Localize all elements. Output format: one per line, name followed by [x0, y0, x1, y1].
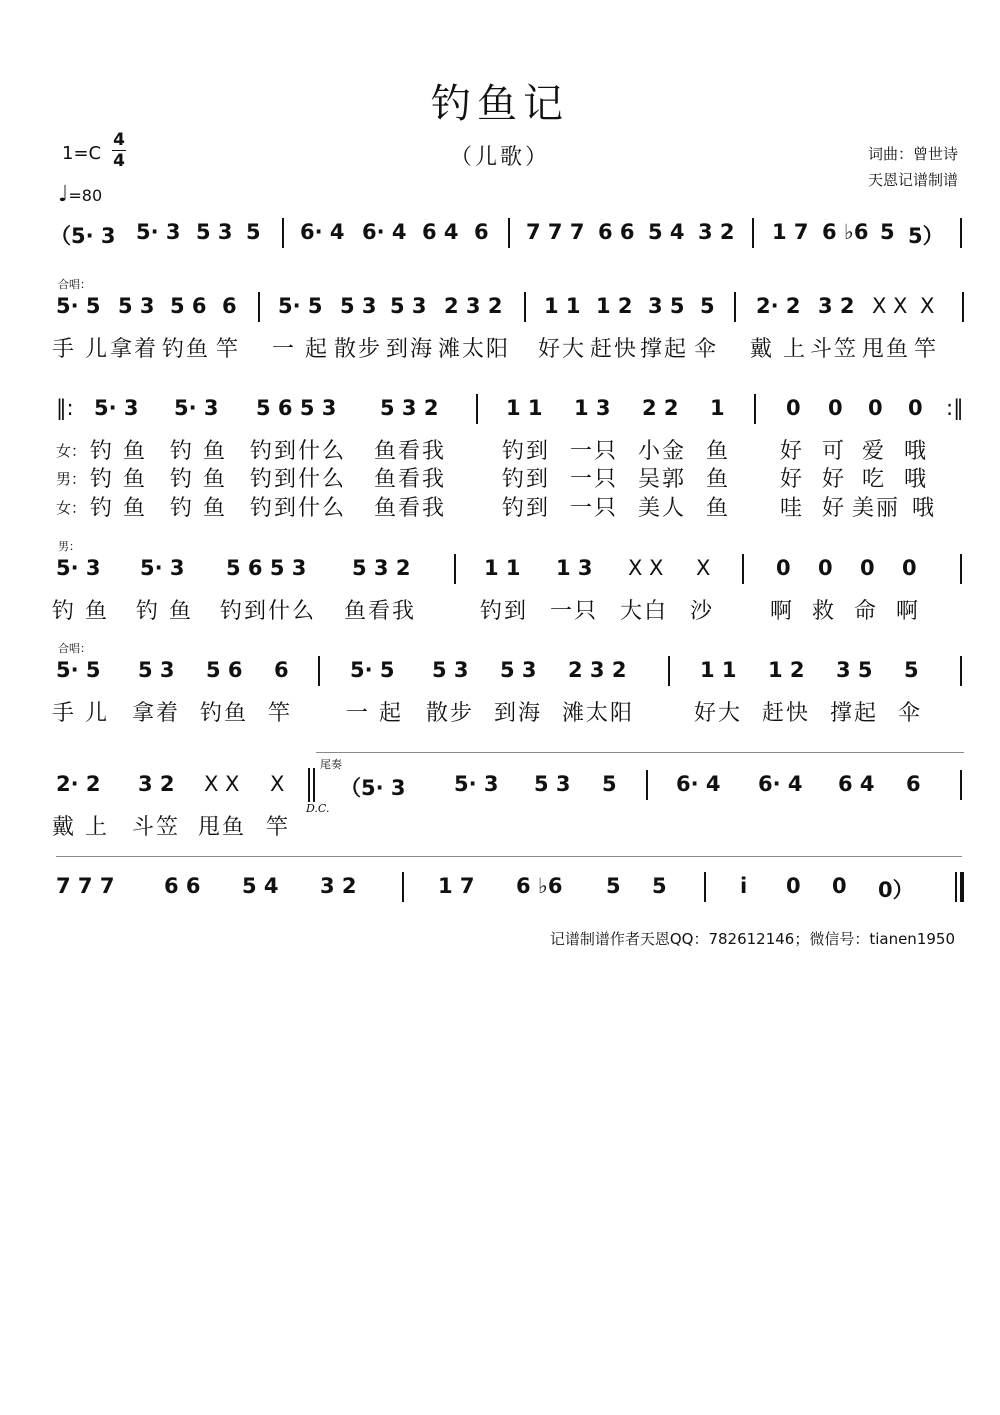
lyric: 好 — [822, 496, 847, 521]
note-group: 5 3 2 — [352, 556, 411, 580]
note-group: 5 3 — [118, 294, 155, 318]
key-signature: 1=C — [62, 143, 102, 164]
note-group: 2· 2 — [756, 294, 801, 318]
note-group: 2 3 2 — [444, 294, 503, 318]
lyric: 鱼看我 — [374, 467, 447, 492]
note-group: 5 3 — [196, 220, 233, 244]
section-label: 男： — [58, 540, 80, 553]
lyric: 钓鱼 — [162, 337, 211, 362]
bar-line — [258, 292, 260, 322]
lyric: 鱼看我 — [374, 439, 447, 464]
verse-label: 女： — [56, 442, 87, 460]
lyric: 一只 — [570, 439, 619, 464]
note-group: X X — [628, 556, 664, 580]
lyric: 赶快 — [590, 337, 639, 362]
note-group: 0 — [902, 556, 917, 580]
note-group: 5· 5 — [350, 658, 395, 682]
lyric: 一 起 — [272, 337, 329, 362]
note-group: 6 — [906, 772, 921, 796]
note-group: 6 6 — [164, 874, 201, 898]
note-group: 3 2 — [818, 294, 855, 318]
bar-line — [752, 218, 754, 248]
lyric: 钓鱼 — [200, 701, 249, 726]
note-group: 1 1 — [484, 556, 521, 580]
note-group: 0 — [776, 556, 791, 580]
note-group: 1 — [710, 396, 725, 420]
lyric: 可 — [822, 439, 847, 464]
lyric: 鱼看我 — [374, 496, 447, 521]
note-group: 5· 5 — [278, 294, 323, 318]
note-group: 2 2 — [642, 396, 679, 420]
note-group: 5· 3 — [174, 396, 219, 420]
bar-line — [646, 770, 648, 800]
note-group: 1 1 — [544, 294, 581, 318]
lyric: 滩太阳 — [562, 701, 635, 726]
note-group: 6· 4 — [362, 220, 407, 244]
note-group: 1 2 — [596, 294, 633, 318]
lyric: 伞 — [694, 337, 719, 362]
note-group: 0 — [908, 396, 923, 420]
note-group: 5 3 — [138, 658, 175, 682]
lyric: 命 — [854, 599, 879, 624]
note-group: X — [920, 294, 935, 318]
note-group: 5 3 2 — [380, 396, 439, 420]
note-group: （5· 3 — [340, 776, 406, 800]
lyric: 钓 鱼 — [90, 467, 147, 492]
note-group: 0） — [878, 878, 914, 902]
note-group: 5 3 — [340, 294, 377, 318]
note-group: 5 4 — [648, 220, 685, 244]
double-bar-line — [313, 768, 315, 802]
note-group: （5· 3 — [50, 224, 116, 248]
note-group: 5 3 — [500, 658, 537, 682]
bar-line — [742, 554, 744, 584]
note-group: 5 6 — [170, 294, 207, 318]
note-group: 0 — [860, 556, 875, 580]
note-group: 5 — [246, 220, 261, 244]
lyric: 好 — [822, 467, 847, 492]
lyric: 钓 鱼 — [90, 496, 147, 521]
bar-line — [960, 218, 962, 248]
note-group: 3 2 — [138, 772, 175, 796]
note-group: 1 7 — [772, 220, 809, 244]
note-group: 2 3 2 — [568, 658, 627, 682]
lyric: 撑起 — [830, 701, 879, 726]
lyric: 戴 上 — [52, 815, 109, 840]
note-group: 6· 4 — [300, 220, 345, 244]
note-group: 5· 5 — [56, 658, 101, 682]
tempo-marking — [58, 182, 102, 207]
lyric: 到海 — [494, 701, 543, 726]
note-group: 5· 5 — [56, 294, 101, 318]
note-group: 1 3 — [556, 556, 593, 580]
lyric: 钓到什么 — [250, 439, 347, 464]
repeat-end-icon: :‖ — [946, 396, 964, 420]
lyric: 散步 — [426, 701, 475, 726]
section-label: 合唱： — [58, 642, 91, 655]
lyric: 好大 — [694, 701, 743, 726]
lyric: 钓到什么 — [250, 496, 347, 521]
lyric: 钓 鱼 — [52, 599, 109, 624]
note-group: 3 2 — [320, 874, 357, 898]
tempo-value: =80 — [68, 186, 103, 205]
note-group: 0 — [868, 396, 883, 420]
lyric: 爱 — [862, 439, 887, 464]
note-group: 5· 3 — [454, 772, 499, 796]
credit-composer: 词曲：曾世诗 — [867, 145, 958, 163]
section-label: 合唱： — [58, 278, 91, 291]
bar-line — [402, 872, 404, 902]
bar-line — [454, 554, 456, 584]
lyric: 到海 — [386, 337, 435, 362]
bar-line — [282, 218, 284, 248]
lyric: 钓到什么 — [220, 599, 317, 624]
bar-line — [318, 656, 320, 686]
note-group: 5 — [880, 220, 895, 244]
note-group: 1 3 — [574, 396, 611, 420]
lyric: 钓到 — [502, 496, 551, 521]
note-group: 6· 4 — [676, 772, 721, 796]
note-group: 7 7 7 — [56, 874, 115, 898]
note-group: 6 4 — [422, 220, 459, 244]
bar-line — [962, 292, 964, 322]
bar-line — [476, 394, 478, 424]
lyric: 好大 — [538, 337, 587, 362]
note-group: 0 — [828, 396, 843, 420]
lyric: 竿 — [266, 815, 291, 840]
engraver-contact: 记谱制谱作者天恩QQ：782612146；微信号：tianen1950 — [549, 930, 955, 948]
note-group: 5 — [606, 874, 621, 898]
song-subtitle: （儿歌） — [449, 145, 550, 170]
note-group: 3 5 — [836, 658, 873, 682]
lyric: 拿着 — [132, 701, 181, 726]
note-group: 5 — [602, 772, 617, 796]
note-group: 6 6 — [598, 220, 635, 244]
note-group: 3 2 — [698, 220, 735, 244]
note-group: 0 — [786, 874, 801, 898]
lyric: 钓 鱼 — [170, 467, 227, 492]
note-group: 5· 3 — [56, 556, 101, 580]
lyric: 沙 — [690, 599, 715, 624]
lyric: 斗笠 — [810, 337, 859, 362]
lyric: 鱼看我 — [344, 599, 417, 624]
time-signature — [112, 130, 126, 171]
note-group: 6· 4 — [758, 772, 803, 796]
lyric: 钓到 — [480, 599, 529, 624]
final-bar-line — [955, 872, 957, 902]
lyric: 斗笠 — [132, 815, 181, 840]
note-group: 5· 3 — [140, 556, 185, 580]
lyric: 伞 — [898, 701, 923, 726]
lyric: 好 — [780, 439, 805, 464]
lyric: 鱼 — [706, 439, 731, 464]
repeat-start-icon: ‖: — [56, 396, 74, 420]
note-group: X X — [872, 294, 908, 318]
lyric: 手 儿 — [52, 337, 109, 362]
meter-bottom: 4 — [113, 151, 125, 171]
note-group: X — [696, 556, 711, 580]
lyric: 啊 — [896, 599, 921, 624]
outro-bracket-line — [316, 752, 964, 753]
credit-engraver: 天恩记谱制谱 — [867, 171, 958, 189]
lyric: 哦 — [904, 439, 929, 464]
note-group: 6 ♭6 — [516, 874, 563, 898]
note-group: 5 3 — [534, 772, 571, 796]
note-group: 6 — [222, 294, 237, 318]
outro-label: 尾奏 — [320, 758, 342, 771]
bar-line — [508, 218, 510, 248]
note-group: X — [270, 772, 285, 796]
lyric: 小金 — [638, 439, 687, 464]
note-group: 1 1 — [700, 658, 737, 682]
note-group: 5 — [904, 658, 919, 682]
bar-line — [960, 770, 962, 800]
lyric: 钓到 — [502, 439, 551, 464]
da-capo-marking: D.C. — [306, 802, 330, 815]
note-group: 0 — [786, 396, 801, 420]
note-group: 1 1 — [506, 396, 543, 420]
bar-line — [734, 292, 736, 322]
bar-line — [524, 292, 526, 322]
lyric: 拿着 — [110, 337, 159, 362]
lyric: 钓到 — [502, 467, 551, 492]
note-group: 2· 2 — [56, 772, 101, 796]
lyric: 吴郭 — [638, 467, 687, 492]
lyric: 一只 — [550, 599, 599, 624]
lyric: 救 — [812, 599, 837, 624]
lyric: 大白 — [620, 599, 669, 624]
note-group: 7 7 7 — [526, 220, 585, 244]
note-group: 5 6 — [206, 658, 243, 682]
lyric: 甩鱼 — [862, 337, 911, 362]
lyric: 钓到什么 — [250, 467, 347, 492]
lyric: 钓 鱼 — [136, 599, 193, 624]
lyric: 赶快 — [762, 701, 811, 726]
double-bar-line — [308, 768, 310, 802]
bar-line — [960, 554, 962, 584]
lyric: 一 起 — [346, 701, 403, 726]
lyric: 竿 — [268, 701, 293, 726]
note-group: 5 3 — [432, 658, 469, 682]
verse-label: 男： — [56, 470, 87, 488]
lyric: 一只 — [570, 467, 619, 492]
lyric: 竿 — [216, 337, 241, 362]
note-group: 5 — [652, 874, 667, 898]
lyric: 吃 — [862, 467, 887, 492]
lyric: 哇 — [780, 496, 805, 521]
lyric: 甩鱼 — [198, 815, 247, 840]
note-group: 5· 3 — [136, 220, 181, 244]
bar-line — [704, 872, 706, 902]
note-group: 6 ♭6 — [822, 220, 869, 244]
lyric: 手 儿 — [52, 701, 109, 726]
note-group: 3 5 — [648, 294, 685, 318]
note-group: 6 — [474, 220, 489, 244]
note-group: 5 3 — [390, 294, 427, 318]
lyric: 美丽 — [852, 496, 901, 521]
lyric: 散步 — [334, 337, 383, 362]
note-group: i — [740, 874, 748, 898]
lyric: 撑起 — [640, 337, 689, 362]
note-group: 5 4 — [242, 874, 279, 898]
lyric: 钓 鱼 — [90, 439, 147, 464]
note-group: 6 — [274, 658, 289, 682]
lyric: 钓 鱼 — [170, 496, 227, 521]
lyric: 竿 — [914, 337, 939, 362]
lyric: 鱼 — [706, 496, 731, 521]
lyric: 哦 — [904, 467, 929, 492]
lyric: 戴 上 — [750, 337, 807, 362]
lyric: 啊 — [770, 599, 795, 624]
note-group: 6 4 — [838, 772, 875, 796]
note-group: 5 — [700, 294, 715, 318]
note-group: 5· 3 — [94, 396, 139, 420]
note-group: 0 — [818, 556, 833, 580]
note-group: 1 2 — [768, 658, 805, 682]
song-title: 钓鱼记 — [431, 81, 569, 127]
final-bar-line — [960, 872, 964, 902]
lyric: 钓 鱼 — [170, 439, 227, 464]
note-group: 5 6 5 3 — [226, 556, 307, 580]
lyric: 一只 — [570, 496, 619, 521]
meter-top: 4 — [113, 130, 125, 150]
bar-line — [754, 394, 756, 424]
quarter-note-icon: ♩ — [58, 182, 69, 207]
outro-bracket-line — [56, 856, 962, 857]
bar-line — [668, 656, 670, 686]
verse-label: 女： — [56, 499, 87, 517]
lyric: 滩太阳 — [438, 337, 511, 362]
lyric: 好 — [780, 467, 805, 492]
note-group: 5） — [908, 224, 944, 248]
lyric: 鱼 — [706, 467, 731, 492]
lyric: 哦 — [912, 496, 937, 521]
note-group: 1 7 — [438, 874, 475, 898]
note-group: 0 — [832, 874, 847, 898]
bar-line — [960, 656, 962, 686]
lyric: 美人 — [638, 496, 687, 521]
note-group: X X — [204, 772, 240, 796]
note-group: 5 6 5 3 — [256, 396, 337, 420]
